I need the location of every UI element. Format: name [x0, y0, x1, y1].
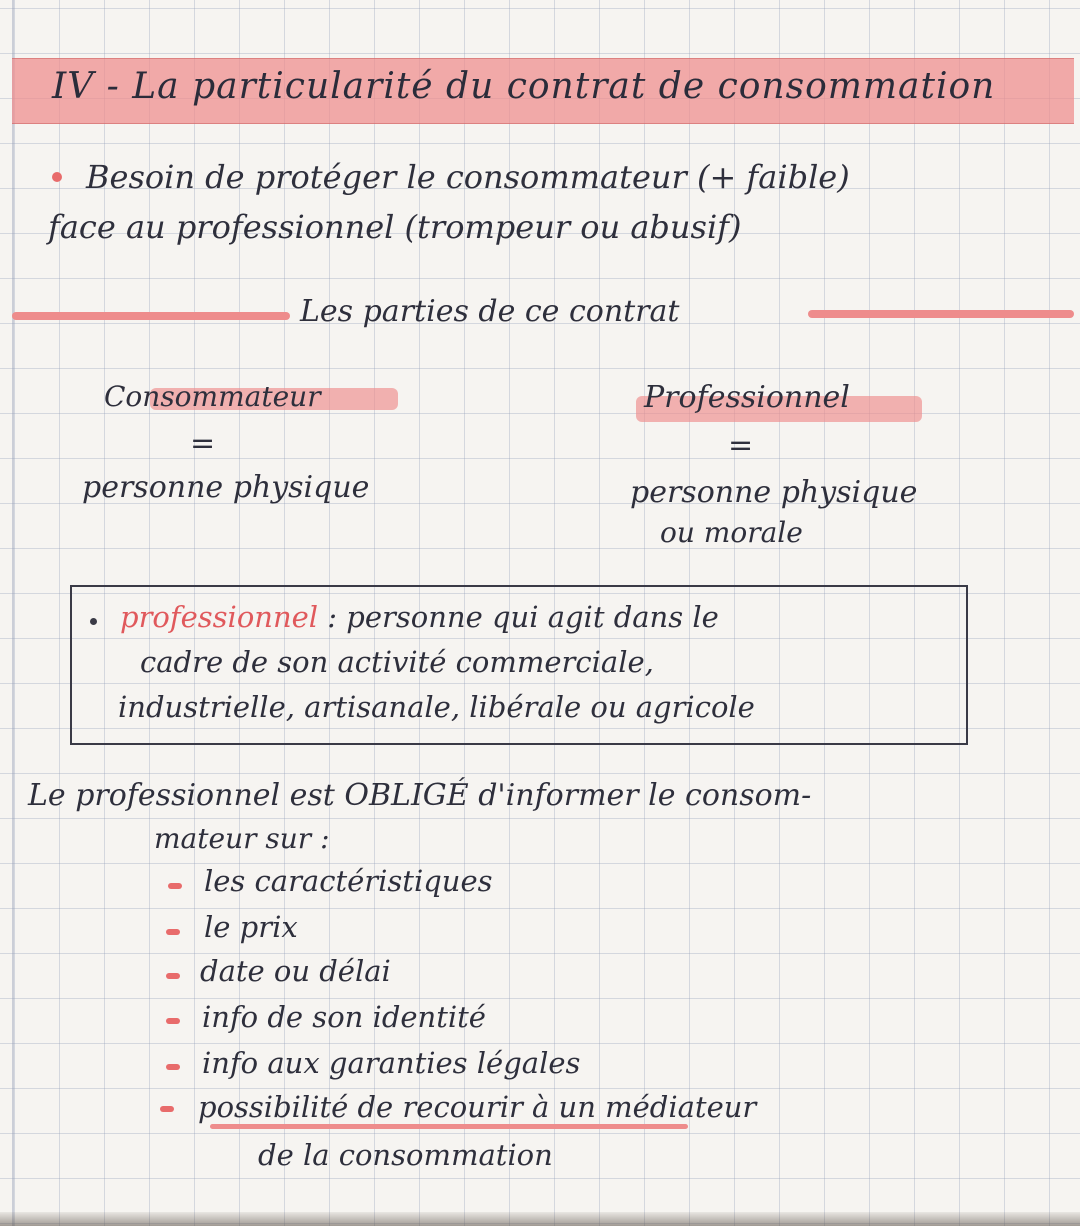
professional-definition-line-2: ou morale [660, 516, 803, 549]
notebook-margin-line [12, 0, 14, 1226]
definition-separator: : [318, 600, 347, 634]
list-item: date ou délai [200, 954, 391, 988]
last-item-underline [210, 1124, 688, 1129]
consumer-equals: = [190, 426, 216, 461]
list-dash-icon [166, 973, 180, 979]
heading-left-rule [12, 312, 290, 320]
heading-right-rule [808, 310, 1074, 318]
list-dash-icon [166, 1064, 180, 1070]
list-item: possibilité de recourir à un médiateur [198, 1090, 757, 1124]
intro-line-1: Besoin de protéger le consommateur (+ faible) [86, 158, 850, 196]
obligation-line-2: mateur sur : [154, 822, 330, 855]
list-item: info aux garanties légales [202, 1046, 581, 1080]
page-bottom-edge [0, 1212, 1080, 1226]
definition-line-2: cadre de son activité commerciale, [140, 645, 654, 679]
list-item: info de son identité [202, 1000, 486, 1034]
consumer-label: Consommateur [104, 380, 321, 413]
definition-bullet-icon [90, 618, 97, 625]
list-item: les caractéristiques [204, 864, 493, 898]
list-item: le prix [204, 910, 298, 944]
definition-line-3: industrielle, artisanale, libérale ou agricole [118, 690, 755, 724]
consumer-definition: personne physique [82, 470, 370, 505]
professional-label: Professionnel [644, 380, 850, 415]
professional-equals: = [728, 428, 754, 463]
page-title: IV - La particularité du contrat de consommation [52, 66, 996, 107]
definition-text-1: personne qui agit dans le [346, 600, 719, 634]
intro-bullet-icon [52, 172, 62, 182]
list-dash-icon [166, 1018, 180, 1024]
intro-line-2: face au professionnel (trompeur ou abusif) [48, 208, 742, 246]
professional-definition-line-1: personne physique [630, 475, 918, 510]
definition-term: professionnel [120, 600, 319, 634]
list-dash-icon [168, 883, 182, 889]
obligation-line-1: Le professionnel est OBLIGÉ d'informer le consom- [28, 778, 812, 813]
section-heading: Les parties de ce contrat [300, 294, 680, 329]
list-item-continuation: de la consommation [258, 1138, 553, 1172]
list-dash-icon [160, 1106, 174, 1112]
list-dash-icon [166, 929, 180, 935]
definition-line-1 [120, 600, 719, 634]
